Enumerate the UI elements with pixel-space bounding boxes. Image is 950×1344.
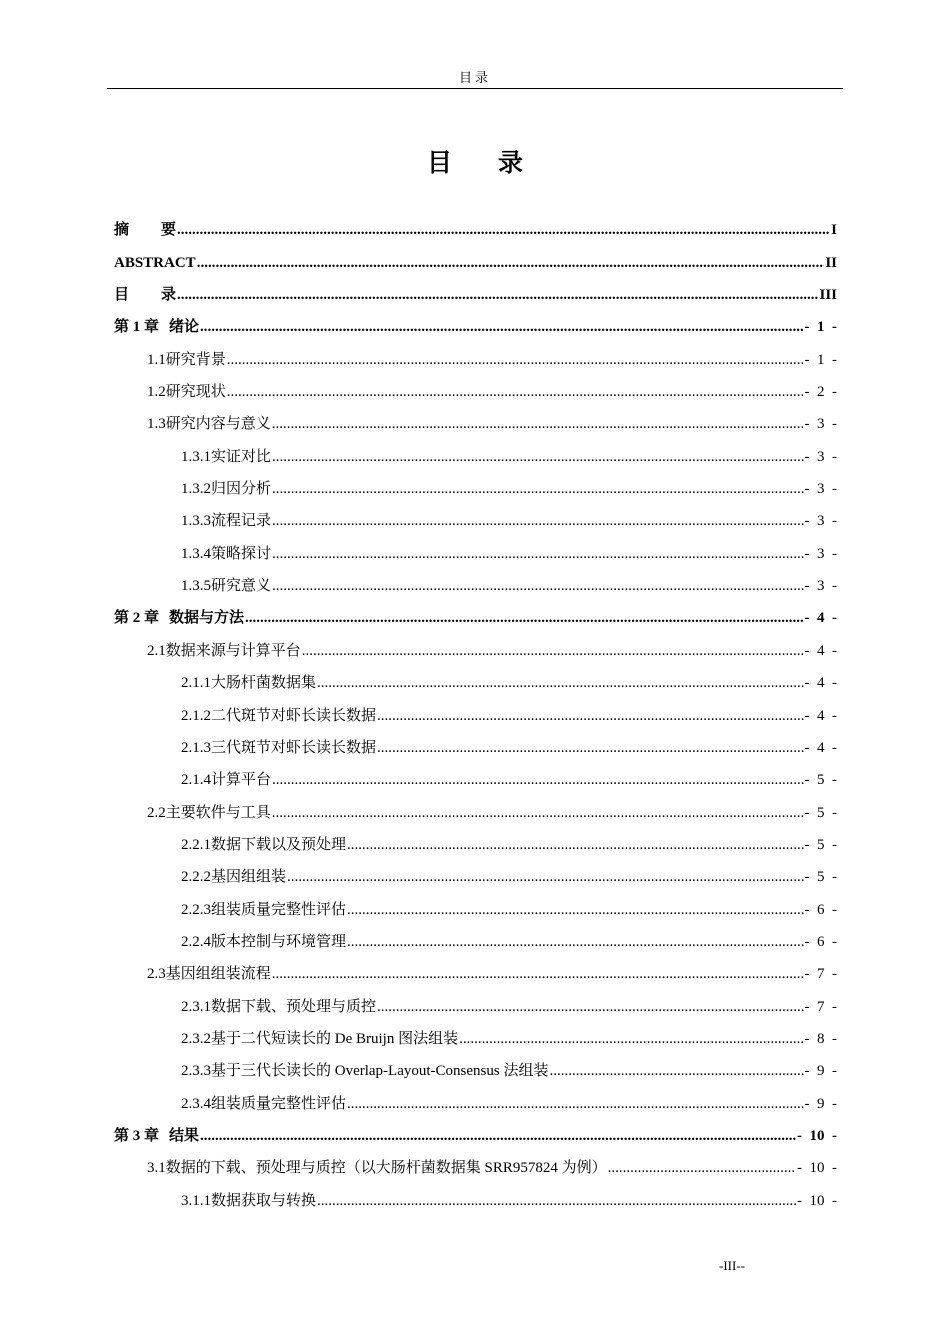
toc-entry[interactable]: [114, 272, 837, 304]
toc-entry-page: - 5 -: [804, 804, 837, 821]
toc-entry[interactable]: [114, 725, 837, 757]
toc-entry-title: 二代斑节对虾长读长数据: [211, 707, 377, 724]
toc-dot-leader: [459, 1030, 803, 1048]
toc-entry-page: - 7 -: [804, 966, 837, 983]
toc-entry-page: - 10 -: [797, 1192, 837, 1209]
toc-dot-leader: [347, 933, 803, 951]
toc-entry-title-second-char: 录: [161, 287, 177, 304]
toc-entry[interactable]: [114, 369, 837, 401]
toc-entry-number: 1.2: [147, 384, 166, 401]
toc-entry-title: 基因组组装流程: [165, 966, 271, 983]
toc-entry[interactable]: [114, 207, 837, 239]
toc-entry-number: 2.2.3: [181, 901, 211, 918]
toc-entry-page: - 10 -: [797, 1127, 837, 1144]
toc-dot-leader: [302, 642, 804, 660]
toc-entry-title: 绪论: [169, 319, 200, 336]
toc-entry-title: 数据来源与计算平台: [165, 642, 301, 659]
page-number: -III--: [719, 1258, 745, 1273]
toc-dot-leader: [347, 901, 803, 919]
toc-entry[interactable]: [114, 1016, 837, 1048]
toc-dot-leader: [272, 771, 803, 789]
toc-entry-number: 2.3.3: [181, 1063, 211, 1080]
toc-dot-leader: [272, 545, 803, 563]
toc-entry[interactable]: [114, 919, 837, 951]
toc-entry-title: 研究现状: [165, 384, 226, 401]
toc-entry-title: 组装质量完整性评估: [211, 1095, 347, 1112]
toc-entry-title-first-char: 摘: [114, 222, 130, 239]
toc-entry-number: 1.3.2: [181, 481, 211, 498]
toc-entry-number: 1.3.5: [181, 578, 211, 595]
toc-dot-leader: [272, 577, 803, 595]
toc-dot-leader: [177, 286, 818, 304]
toc-dot-leader: [549, 1062, 803, 1080]
toc-entry-title: 研究内容与意义: [165, 416, 271, 433]
toc-dot-leader: [272, 965, 804, 983]
toc-entry-page: - 1 -: [804, 319, 837, 336]
toc-entry-title-first-char: 目: [114, 287, 130, 304]
toc-entry-number: 第 1 章: [114, 319, 160, 336]
toc-entry-number: 2.1.2: [181, 707, 211, 724]
toc-entry-title: 基因组组装: [211, 869, 287, 886]
toc-dot-leader: [272, 804, 804, 822]
toc-entry[interactable]: [114, 789, 837, 821]
toc-entry-title: 三代斑节对虾长读长数据: [211, 739, 377, 756]
toc-entry-number: 2.3: [147, 966, 166, 983]
toc-dot-leader: [200, 318, 803, 336]
toc-entry-number: 1.3: [147, 416, 166, 433]
toc-entry-number: 2.2.1: [181, 836, 211, 853]
toc-dot-leader: [347, 1095, 803, 1113]
toc-entry-title: 研究意义: [211, 578, 272, 595]
toc-entry[interactable]: [114, 660, 837, 692]
toc-entry-title: 数据与方法: [169, 610, 245, 627]
toc-entry-number: 3.1.1: [181, 1192, 211, 1209]
toc-entry[interactable]: [114, 304, 837, 336]
toc-entry-number: 3.1: [147, 1160, 166, 1177]
toc-entry[interactable]: [114, 1080, 837, 1112]
toc-entry-title: 结果: [169, 1127, 200, 1144]
toc-dot-leader: [317, 674, 803, 692]
toc-dot-leader: [317, 1192, 796, 1210]
toc-dot-leader: [287, 868, 803, 886]
toc-dot-leader: [377, 739, 803, 757]
toc-entry-page: - 1 -: [804, 351, 837, 368]
toc-dot-leader: [272, 512, 803, 530]
toc-entry[interactable]: [114, 466, 837, 498]
toc-entry-page: - 4 -: [804, 707, 837, 724]
toc-entry[interactable]: [114, 530, 837, 562]
toc-entry-number: 2.1: [147, 642, 166, 659]
toc-entry-page: - 10 -: [797, 1160, 837, 1177]
toc-entry-page: - 3 -: [804, 513, 837, 530]
toc-entry-number: 2.1.4: [181, 772, 211, 789]
toc-entry-page: I: [831, 222, 837, 239]
toc-entry-page: - 4 -: [804, 739, 837, 756]
toc-entry[interactable]: [114, 433, 837, 465]
toc-entry[interactable]: [114, 1048, 837, 1080]
toc-dot-leader: [272, 480, 803, 498]
toc-entry-page: - 6 -: [804, 933, 837, 950]
toc-dot-leader: [177, 221, 830, 239]
toc-dot-leader: [227, 351, 804, 369]
toc-entry-page: - 9 -: [804, 1063, 837, 1080]
toc-entry-page: - 5 -: [804, 836, 837, 853]
toc-entry-page: - 3 -: [804, 448, 837, 465]
toc-entry-title: 研究背景: [165, 351, 226, 368]
toc-entry-number: 2.3.1: [181, 998, 211, 1015]
table-of-contents: [114, 207, 837, 1210]
toc-entry-page: - 5 -: [804, 869, 837, 886]
toc-dot-leader: [200, 1127, 796, 1145]
toc-dot-leader: [608, 1159, 796, 1177]
toc-entry-title: 基于二代短读长的 De Bruijn 图法组装: [211, 1030, 459, 1047]
toc-entry[interactable]: [114, 692, 837, 724]
toc-entry-number: 2.2: [147, 804, 166, 821]
toc-entry[interactable]: [114, 1177, 837, 1209]
toc-entry-title: 实证对比: [211, 448, 272, 465]
toc-entry-number: 1.3.1: [181, 448, 211, 465]
toc-entry[interactable]: [114, 401, 837, 433]
toc-entry[interactable]: [114, 757, 837, 789]
toc-entry-title: 数据下载、预处理与质控: [211, 998, 377, 1015]
toc-entry-page: II: [825, 254, 837, 271]
toc-entry-number: 第 2 章: [114, 610, 160, 627]
toc-entry-title: 流程记录: [211, 513, 272, 530]
toc-entry-title: 数据获取与转换: [211, 1192, 317, 1209]
toc-entry-page: - 6 -: [804, 901, 837, 918]
toc-entry-title: 数据下载以及预处理: [211, 836, 347, 853]
toc-entry-page: - 3 -: [804, 578, 837, 595]
toc-entry-page: - 2 -: [804, 384, 837, 401]
toc-entry-title: 计算平台: [211, 772, 272, 789]
toc-entry-title: ABSTRACT: [114, 254, 196, 271]
toc-entry-page: - 7 -: [804, 998, 837, 1015]
running-header-title: 目录: [458, 70, 491, 85]
toc-dot-leader: [347, 836, 803, 854]
toc-entry-number: 2.2.2: [181, 869, 211, 886]
page-footer: [0, 1258, 745, 1274]
toc-dot-leader: [272, 448, 803, 466]
toc-dot-leader: [197, 254, 825, 272]
toc-entry-title: 版本控制与环境管理: [211, 933, 347, 950]
toc-dot-leader: [272, 415, 804, 433]
toc-entry[interactable]: [114, 627, 837, 659]
running-header: [107, 70, 843, 89]
toc-entry-page: - 3 -: [804, 481, 837, 498]
toc-entry[interactable]: [114, 1113, 837, 1145]
toc-entry-page: - 3 -: [804, 545, 837, 562]
toc-entry-title: 组装质量完整性评估: [211, 901, 347, 918]
toc-entry-number: 2.3.4: [181, 1095, 211, 1112]
toc-entry-title: 归因分析: [211, 481, 272, 498]
toc-entry-title: 大肠杆菌数据集: [211, 675, 317, 692]
toc-entry-page: - 8 -: [804, 1030, 837, 1047]
toc-entry-page: - 4 -: [804, 642, 837, 659]
toc-entry-page: - 5 -: [804, 772, 837, 789]
toc-entry[interactable]: [114, 336, 837, 368]
toc-entry-number: 第 3 章: [114, 1127, 160, 1144]
toc-entry[interactable]: [114, 498, 837, 530]
toc-entry-title: 数据的下载、预处理与质控（以大肠杆菌数据集 SRR957824 为例）: [165, 1160, 607, 1177]
toc-entry-title: 策略探讨: [211, 545, 272, 562]
toc-entry-number: 2.2.4: [181, 933, 211, 950]
page-title-second-char: 录: [498, 148, 524, 177]
toc-entry-number: 1.3.4: [181, 545, 211, 562]
toc-entry-number: 1.1: [147, 351, 166, 368]
toc-entry[interactable]: [114, 951, 837, 983]
toc-entry[interactable]: [114, 854, 837, 886]
toc-entry[interactable]: [114, 886, 837, 918]
toc-entry-title: [114, 221, 176, 239]
toc-entry-number: 2.1.3: [181, 739, 211, 756]
toc-entry-page: - 4 -: [804, 610, 837, 627]
toc-entry-page: III: [819, 287, 837, 304]
toc-entry[interactable]: [114, 822, 837, 854]
toc-entry-title: [114, 286, 176, 304]
toc-entry-number: 2.3.2: [181, 1030, 211, 1047]
toc-dot-leader: [377, 998, 803, 1016]
toc-entry-title-second-char: 要: [161, 222, 177, 239]
toc-entry-page: - 3 -: [804, 416, 837, 433]
toc-entry-number: 2.1.1: [181, 675, 211, 692]
toc-entry[interactable]: [114, 983, 837, 1015]
toc-entry-title: 基于三代长读长的 Overlap-Layout-Consensus 法组装: [211, 1063, 549, 1080]
page-title-first-char: 目: [426, 148, 452, 177]
toc-dot-leader: [377, 707, 803, 725]
toc-entry-page: - 4 -: [804, 675, 837, 692]
toc-entry-page: - 9 -: [804, 1095, 837, 1112]
toc-entry-number: 1.3.3: [181, 513, 211, 530]
toc-dot-leader: [227, 383, 804, 401]
toc-dot-leader: [245, 609, 803, 627]
toc-entry-title: 主要软件与工具: [165, 804, 271, 821]
toc-entry[interactable]: [114, 239, 837, 271]
toc-entry[interactable]: [114, 595, 837, 627]
toc-entry[interactable]: [114, 563, 837, 595]
toc-entry[interactable]: [114, 1145, 837, 1177]
page-title: [0, 146, 950, 180]
